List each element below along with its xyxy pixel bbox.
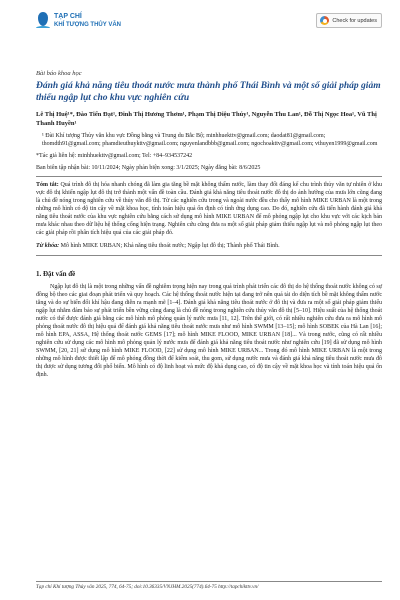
- check-for-updates-button[interactable]: [316, 13, 382, 28]
- journal-name-line2: KHÍ TƯỢNG THỦY VĂN: [54, 22, 121, 28]
- article-type: Bài báo khoa học: [36, 70, 82, 77]
- page-header: [36, 10, 382, 38]
- keywords: [36, 242, 382, 250]
- keywords-text: Mô hình MIKE URBAN; Khả năng tiêu thoát nước; Ngập lụt đô thị; Thành phố Thái Bình.: [60, 243, 280, 250]
- journal-name: [54, 13, 121, 29]
- journal-logo: [36, 12, 121, 30]
- author-list: Lê Thị Huệ¹*, Đào Tiến Đạt¹, Đinh Thị Hương Thơm¹, Phạm Thị Diệu Thúy¹, Nguyễn Thu Lan¹, Đỗ Thị Ngọc Hoa¹, Vũ Thị Thanh Huyền¹: [36, 111, 377, 127]
- affiliation: ¹ Đài Khí tượng Thủy văn khu vực Đồng bằng và Trung du Bắc Bộ; minhhuekttv@gmail.com; daodat81@gmail.com; thomdth91@gmail.com; phamdieuthuykttv@gmail.com; nguyenlandbbb@gmail.com; ngochoakttv@gmail.com; vthuyen1999@gmail.com: [42, 133, 378, 148]
- abstract-label: Tóm tắt:: [36, 182, 59, 189]
- abstract-text: Quá trình đô thị hóa nhanh chóng đã làm gia tăng bề mặt không thấm nước, làm thay đổi đáng kể chu trình thủy văn tự nhiên ở khu vực đô thị khiến ngập lụt đô thị trở thành một vấn đề toàn cầu. Đánh giá khả năng tiêu thoát nước đô thị do ảnh hưởng của mưa lớn cũng đang là chủ đề nóng trong nghiên cứu về thủy văn đô thị. Từ các nghiên cứu trong và ngoài nước đều cho thấy mô hình MIKE URBAN là một trong những mô hình có độ tin cậy về mặt khoa học, tính toán hiệu quả ổn định có tính ứng dụng cao. Do đó, nghiên cứu đã tiến hành đánh giá khả năng tiêu thoát nước của khu vực nghiên cứu bằng cách sử dụng mô hình MIKE URBAN để mô phỏng ngập lụt cho khu vực với các kịch bản mưa khác nhau theo dữ liệu hệ thống cống hiện trạng. Nghiên cứu cũng đưa ra một số giải pháp giảm thiểu ngập lụt và mô phỏng ngập lụt theo các giải pháp rồi phân tích hiệu quả của các giải pháp đó.: [36, 182, 382, 237]
- section-heading: 1. Đặt vấn đề: [36, 270, 76, 279]
- article-title: Đánh giá khả năng tiêu thoát nước mưa thành phố Thái Bình và một số giải pháp giảm thiểu ngập lụt cho khu vực nghiên cứu: [36, 81, 381, 103]
- abstract: [36, 181, 382, 237]
- submission-dates: Ban biên tập nhận bài: 10/11/2024; Ngày phản biện xong: 3/1/2025; Ngày đăng bài: 8/6/2025: [36, 165, 261, 172]
- abstract-box: [36, 176, 382, 256]
- keywords-label: Từ khóa:: [36, 243, 60, 250]
- journal-name-line1: TẠP CHÍ: [54, 13, 82, 20]
- crossmark-icon: [320, 16, 329, 25]
- water-drop-icon: [36, 12, 50, 30]
- corresponding-author: *Tác giả liên hệ: minhhuekttv@gmail.com; Tel: +84–934537242: [36, 153, 193, 160]
- page-footer: Tạp chí Khí tượng Thủy văn 2025, 774, 64-75; doi:10.36335/VNJHM.2025(774).64-75 http://tapchikttv.vn/: [36, 581, 382, 590]
- body-paragraph: Ngập lụt đô thị là một trong những vấn đề nghiêm trọng hiện nay trong quá trình phát triển các đô thị do hệ thống thoát nước không có sự đồng bộ theo các giai đoạn phát triển và quy hoạch. Các hệ thống thoát nước hiện tại đang trở nên quá tải do diện tích bề mặt không thấm nước tăng và do sự biến đổi khí hậu đang diễn ra mạnh mẽ [1–4]. Đánh giá khả năng tiêu thoát nước ở đô thị và đưa ra một số giải pháp giảm thiểu ngập lụt nhằm đảm bảo sự phát triển bền vững cũng đang là chủ đề nóng trong nghiên cứu thủy văn đô thị [5–10]. Hiệu suất của hệ thống thoát nước có thể được đánh giá bằng các mô hình mô phỏng quản lý nước mưa [11, 12]. Trên thế giới, có rất nhiều nghiên cứu đưa ra mô hình mô phỏng thoát nước đô thị hiệu quả để đánh giá khả năng tiêu thoát nước mưa như mô hình SWMM [13–15]; mô hình SOBEK của Hà Lan [16]; mô hình EPA, ASSA, Hệ thống thoát nước GEMS [17]; mô hình MIKE FLOOD, MIKE URBAN [18]... Và trong nước, cũng có rất nhiều nghiên cứu sử dụng các mô hình mô phỏng quản lý nước mưa để đánh giá khả năng tiêu thoát nước như nghiên cứu [19] đã sử dụng mô hình SWMM, [20, 21] sử dụng mô hình MIKE FLOOD, [22] sử dụng mô hình MIKE URBAN... Trong đó mô hình MIKE URBAN là một trong những mô hình được thiết lập để mô phỏng đồng thời để kiểm soát, thu gom, sử dụng nước mưa và đánh giá khả năng tiêu thoát nước mưa đô thị được sử dụng tương đối phổ biến. Mô hình có độ linh hoạt và mức độ khả dụng cao, có độ tin cậy về mặt khoa học và tính toán hiệu quả ổn định.: [36, 284, 382, 379]
- check-for-updates-label: Check for updates: [332, 17, 377, 24]
- article-content: [36, 70, 382, 379]
